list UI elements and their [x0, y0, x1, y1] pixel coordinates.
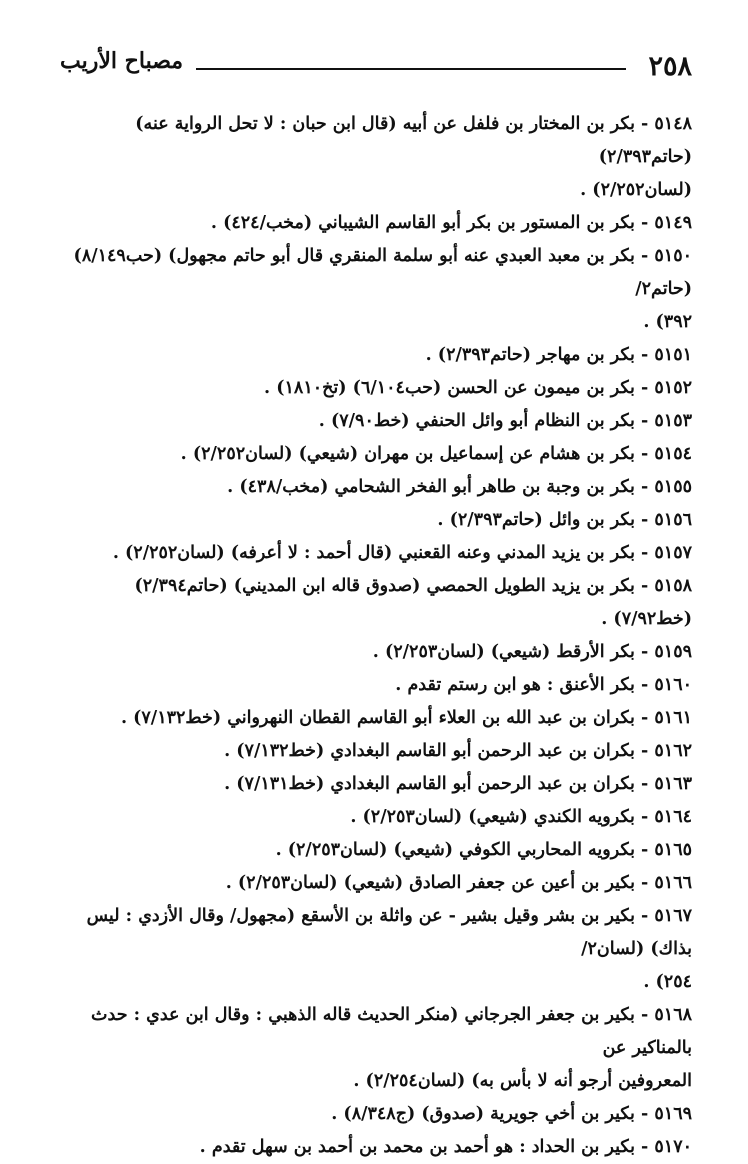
entry-item: ٥١٥٦ - بكر بن وائل (حاتم٢/٣٩٣) .: [437, 510, 692, 530]
entry-number: ٥١٥٤: [654, 444, 692, 464]
entry-item: ٥١٥٣ - بكر بن النظام أبو وائل الحنفي (خط٧/٩٠) .: [318, 411, 692, 431]
entry-text: بكير بن بشر وقيل بشير - عن واثلة بن الأسقع (مجهول/ وقال الأزدي : ليس بذاك) (لسان٢/: [86, 906, 692, 959]
entry-text: بكر بن النظام أبو وائل الحنفي (خط٧/٩٠) .: [318, 411, 635, 431]
entry-list: [56, 108, 692, 1164]
entry-number: ٥١٥٨: [654, 576, 692, 596]
entry-number: ٥١٦٧: [654, 906, 692, 926]
entry-number: ٥١٦٤: [654, 807, 692, 827]
entry-item: ٥١٥١ - بكر بن مهاجر (حاتم٢/٣٩٣) .: [425, 345, 692, 365]
entry-text: بكير بن جعفر الجرجاني (منكر الحديث قاله الذهبي : وقال ابن عدي : حدث بالمناكير عن: [91, 1005, 692, 1058]
entry-text: بكير بن أعين عن جعفر الصادق (شيعي) (لسان٢/٢٥٣) .: [225, 873, 635, 893]
entry-text: بكر بن المختار بن فلفل عن أبيه (قال ابن حبان : لا تحل الرواية عنه) (حاتم٢/٣٩٣): [135, 114, 692, 167]
entry-number: ٥١٥٥: [654, 477, 692, 497]
entry-number: ٥١٦٣: [654, 774, 692, 794]
entry-item: ٥١٥٨ - بكر بن يزيد الطويل الحمصي (صدوق قاله ابن المديني) (حاتم٢/٣٩٤) (خط٧/٩٢) .: [134, 576, 692, 629]
entry-text: بكر بن المستور بن بكر أبو القاسم الشيباني (مخب/٤٢٤) .: [210, 213, 635, 233]
entry-number: ٥١٥١: [654, 345, 692, 365]
entry-item: ٥١٥٠ - بكر بن معبد العبدي عنه أبو سلمة المنقري قال أبو حاتم مجهول) (حب٨/١٤٩) (حاتم٢/ ٣٩٢) .: [56, 240, 692, 339]
entry-item: ٥١٧٠ - بكير بن الحداد : هو أحمد بن محمد بن أحمد بن سهل تقدم .: [199, 1137, 692, 1157]
entry-text: بكر بن وجبة بن طاهر أبو الفخر الشحامي (مخب/٤٣٨) .: [227, 477, 635, 497]
entry-number: ٥١٥٣: [654, 411, 692, 431]
entry-text: بكر الأعنق : هو ابن رستم تقدم .: [395, 675, 635, 695]
entry-number: ٥١٦١: [654, 708, 692, 728]
entry-item: ٥١٥٧ - بكر بن يزيد المدني وعنه القعنبي (قال أحمد : لا أعرفه) (لسان٢/٢٥٢) .: [112, 543, 692, 563]
entry-text: بكير بن الحداد : هو أحمد بن محمد بن أحمد بن سهل تقدم .: [199, 1137, 635, 1157]
entry-text: بكران بن عبد الرحمن أبو القاسم البغدادي (خط٧/١٣٢) .: [224, 741, 635, 761]
entry-item: ٥١٦٩ - بكير بن أخي جويرية (صدوق) (ج٨/٣٤٨) .: [331, 1104, 692, 1124]
entry-continuation: ٣٩٢) .: [643, 312, 692, 332]
entry-number: ٥١٦٥: [654, 840, 692, 860]
entry-item: ٥١٦٠ - بكر الأعنق : هو ابن رستم تقدم .: [395, 675, 692, 695]
entry-text: بكران بن عبد الله بن العلاء أبو القاسم القطان النهرواني (خط٧/١٣٢) .: [120, 708, 635, 728]
entry-item: ٥١٦٤ - بكرويه الكندي (شيعي) (لسان٢/٢٥٣) .: [350, 807, 692, 827]
entry-number: ٥١٥٠: [654, 246, 692, 266]
entry-item: ٥١٥٥ - بكر بن وجبة بن طاهر أبو الفخر الشحامي (مخب/٤٣٨) .: [227, 477, 692, 497]
entry-number: ٥١٦٦: [654, 873, 692, 893]
entry-item: ٥١٤٨ - بكر بن المختار بن فلفل عن أبيه (قال ابن حبان : لا تحل الرواية عنه) (حاتم٢/٣٩٣) (لسان٢/٢٥٢) .: [56, 108, 692, 207]
entry-text: بكر بن معبد العبدي عنه أبو سلمة المنقري قال أبو حاتم مجهول) (حب٨/١٤٩) (حاتم٢/: [73, 246, 692, 299]
entry-item: ٥١٦٦ - بكير بن أعين عن جعفر الصادق (شيعي) (لسان٢/٢٥٣) .: [225, 873, 692, 893]
entry-number: ٥١٦٢: [654, 741, 692, 761]
entry-number: ٥١٥٧: [654, 543, 692, 563]
entry-text: بكر بن هشام عن إسماعيل بن مهران (شيعي) (لسان٢/٢٥٢) .: [180, 444, 635, 464]
entry-continuation: (لسان٢/٢٥٢) .: [580, 180, 692, 200]
entry-number: ٥١٤٩: [654, 213, 692, 233]
entry-text: بكرويه المحاربي الكوفي (شيعي) (لسان٢/٢٥٣) .: [275, 840, 635, 860]
entry-number: ٥١٦٨: [654, 1005, 692, 1025]
entry-item: ٥١٥٢ - بكر بن ميمون عن الحسن (حب٦/١٠٤) (تخ١٨١٠) .: [264, 378, 692, 398]
page-header: [60, 46, 692, 86]
entry-text: بكر بن ميمون عن الحسن (حب٦/١٠٤) (تخ١٨١٠) .: [264, 378, 635, 398]
running-title: مصباح الأريب: [60, 48, 184, 74]
entry-item: ٥١٤٩ - بكر بن المستور بن بكر أبو القاسم الشيباني (مخب/٤٢٤) .: [210, 213, 692, 233]
entry-item: ٥١٦٢ - بكران بن عبد الرحمن أبو القاسم البغدادي (خط٧/١٣٢) .: [224, 741, 692, 761]
entry-number: ٥١٥٦: [654, 510, 692, 530]
entry-text: بكر الأرقط (شيعي) (لسان٢/٢٥٣) .: [372, 642, 635, 662]
entry-text: بكران بن عبد الرحمن أبو القاسم البغدادي (خط٧/١٣١) .: [224, 774, 635, 794]
entry-number: ٥١٤٨: [654, 114, 692, 134]
entry-text: بكر بن وائل (حاتم٢/٣٩٣) .: [437, 510, 635, 530]
entry-number: ٥١٧٠: [654, 1137, 692, 1157]
entry-number: ٥١٦٩: [654, 1104, 692, 1124]
entry-item: ٥١٦١ - بكران بن عبد الله بن العلاء أبو القاسم القطان النهرواني (خط٧/١٣٢) .: [120, 708, 692, 728]
entry-number: ٥١٥٢: [654, 378, 692, 398]
entry-continuation: ٢٥٤) .: [643, 972, 692, 992]
entry-continuation: المعروفين أرجو أنه لا بأس به) (لسان٢/٢٥٤) .: [353, 1071, 692, 1091]
entry-text: بكر بن مهاجر (حاتم٢/٣٩٣) .: [425, 345, 635, 365]
entry-item: ٥١٥٤ - بكر بن هشام عن إسماعيل بن مهران (شيعي) (لسان٢/٢٥٢) .: [180, 444, 692, 464]
entry-text: بكر بن يزيد المدني وعنه القعنبي (قال أحمد : لا أعرفه) (لسان٢/٢٥٢) .: [112, 543, 635, 563]
entry-number: ٥١٦٠: [654, 675, 692, 695]
entry-number: ٥١٥٩: [654, 642, 692, 662]
entry-text: بكرويه الكندي (شيعي) (لسان٢/٢٥٣) .: [350, 807, 635, 827]
entry-text: بكير بن أخي جويرية (صدوق) (ج٨/٣٤٨) .: [331, 1104, 635, 1124]
entry-item: ٥١٦٨ - بكير بن جعفر الجرجاني (منكر الحديث قاله الذهبي : وقال ابن عدي : حدث بالمناكير عن المعروفين أرجو أنه لا بأس به) (لسان٢/٢٥٤) .: [56, 999, 692, 1098]
entry-item: ٥١٦٣ - بكران بن عبد الرحمن أبو القاسم البغدادي (خط٧/١٣١) .: [224, 774, 692, 794]
entry-text: بكر بن يزيد الطويل الحمصي (صدوق قاله ابن المديني) (حاتم٢/٣٩٤) (خط٧/٩٢) .: [134, 576, 692, 629]
entry-item: ٥١٥٩ - بكر الأرقط (شيعي) (لسان٢/٢٥٣) .: [372, 642, 692, 662]
entry-item: ٥١٦٥ - بكرويه المحاربي الكوفي (شيعي) (لسان٢/٢٥٣) .: [275, 840, 692, 860]
page-number: ٢٥٨: [648, 51, 692, 82]
header-rule: [196, 68, 626, 70]
entry-item: ٥١٦٧ - بكير بن بشر وقيل بشير - عن واثلة بن الأسقع (مجهول/ وقال الأزدي : ليس بذاك) (لسان٢/ ٢٥٤) .: [56, 900, 692, 999]
